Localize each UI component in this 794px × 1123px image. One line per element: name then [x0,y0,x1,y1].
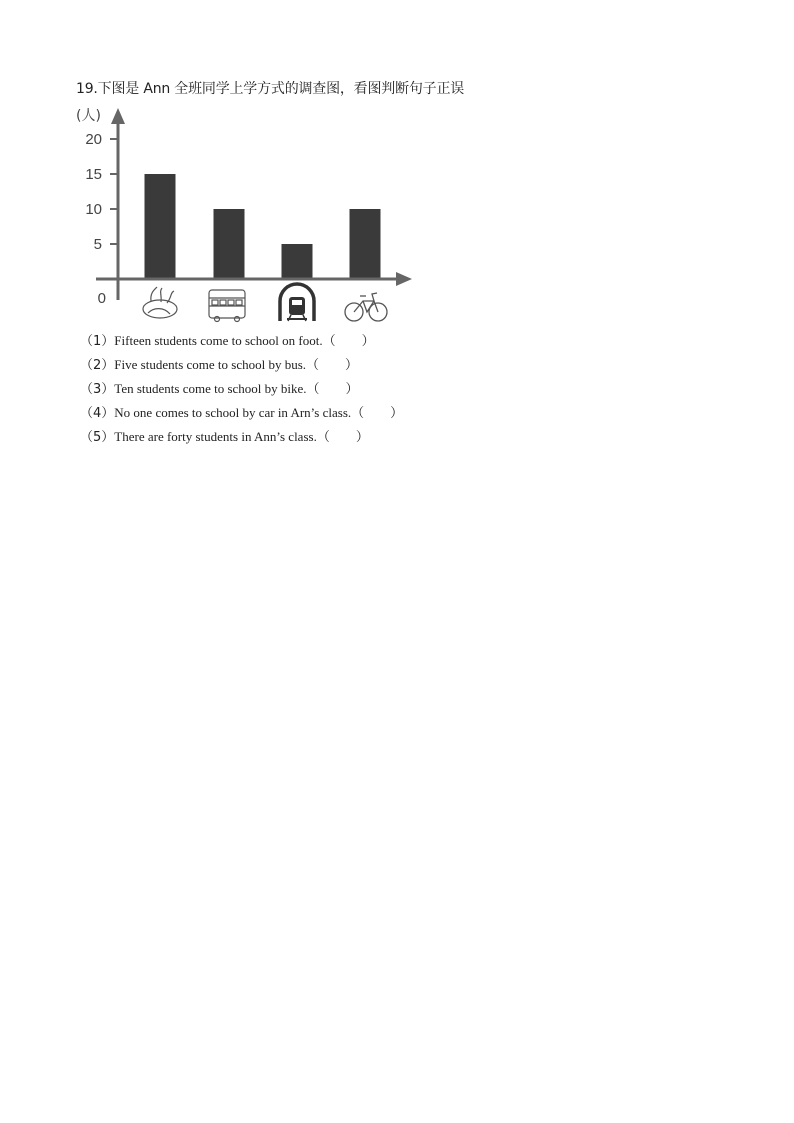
answer-blank[interactable]: （ ） [322,333,375,348]
bike-icon [345,293,387,321]
statement-number: （2） [80,358,115,373]
y-tick-label: 0 [97,290,106,307]
bar-chart [60,100,420,325]
statement-list [80,330,403,450]
bus-icon [209,290,245,322]
statement-number: （3） [80,382,115,397]
bar-subway [282,244,313,279]
bars [145,174,381,279]
answer-blank[interactable]: （ ） [306,357,359,372]
statement-text: No one comes to school by car in Arn’s class. [114,405,352,420]
y-ticks [85,131,118,307]
y-tick-label: 20 [85,131,102,148]
statement-5 [80,426,403,450]
y-axis-label: (人) [76,108,101,124]
statement-2 [80,354,403,378]
statement-text: There are forty students in Ann’s class. [114,429,317,444]
statement-text: Five students come to school by bus. [114,357,307,372]
y-tick-label: 15 [85,166,102,183]
answer-blank[interactable]: （ ） [306,381,359,396]
statement-3 [80,378,403,402]
y-axis-arrow [111,108,125,124]
statement-number: （5） [80,430,115,445]
feet-icon [143,287,177,318]
statement-4 [80,402,403,426]
statement-1 [80,330,403,354]
bar-bike [350,209,381,279]
subway-icon [280,284,314,321]
question-title: 19.下图是 Ann 全班同学上学方式的调查图，看图判断句子正误 [76,81,465,97]
statement-number: （4） [80,406,115,421]
x-axis-arrow [396,272,412,286]
y-tick-label: 5 [93,236,102,253]
statement-text: Ten students come to school by bike. [114,381,307,396]
bar-bus [214,209,245,279]
category-icons [143,284,387,322]
statement-text: Fifteen students come to school on foot. [114,333,323,348]
answer-blank[interactable]: （ ） [316,429,369,444]
statement-number: （1） [80,334,115,349]
y-tick-label: 10 [85,201,102,218]
answer-blank[interactable]: （ ） [351,405,404,420]
bar-walk [145,174,176,279]
